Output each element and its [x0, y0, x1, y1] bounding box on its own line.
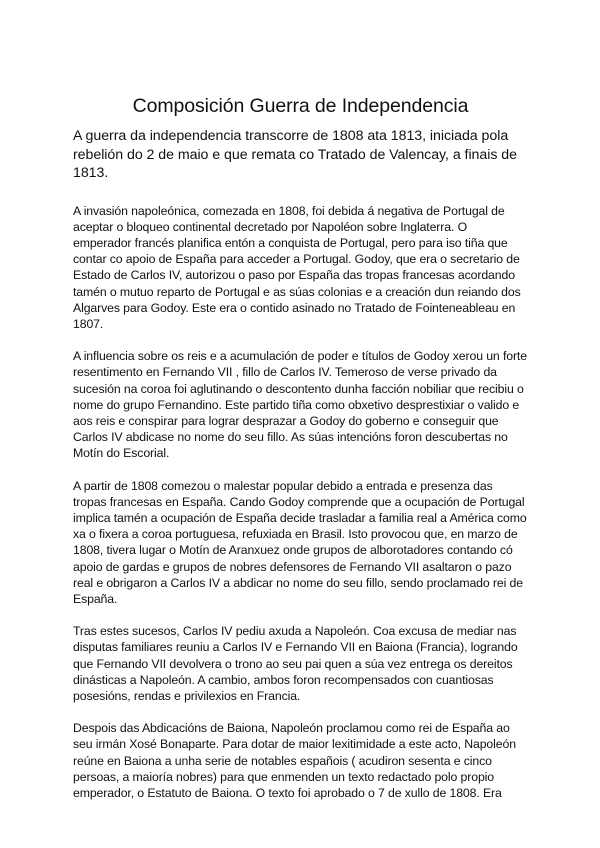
paragraph-estatuto-baiona: Despois das Abdicacións de Baiona, Napoleón proclamou como rei de España ao seu irmán Xosé Bonaparte. Para dotar de maior lexitimidade a este acto, Napoleón reúne en Baiona a unha serie de notables españois ( acudiron sesenta e cinco persoas, a maioría nobres) para que enmenden un texto redactado polo propio emperador, o Estatuto de Baiona. O texto foi aprobado o 7 de xullo de 1808. Era: [73, 721, 516, 800]
paragraph-baiona-meeting: Tras estes sucesos, Carlos IV pediu axuda a Napoleón. Coa excusa de mediar nas disputas familiares reuniu a Carlos IV e Fernando VII en Baiona (Francia), logrando que Fernando VII devolvera o trono ao seu pai quen a súa vez entrega os dereitos dinásticas a Napoleón. A cambio, ambos foron recompensados con cuantiosas posesións, rendas e privilexios en Francia.: [73, 624, 518, 703]
document-title: Composición Guerra de Independencia: [132, 95, 469, 117]
paragraph-godoy-influence: A influencia sobre os reis e a acumulación de poder e títulos de Godoy xerou un forte resentimento en Fernando VII , fillo de Carlos IV. Temeroso de verse privado da sucesión na coroa foi aglutinando o descontento dunha facción nobiliar que recibiu o nome do grupo Fernandino. Este partido tiña como obxetivo desprestixiar o valido e aos reis e conspirar para lograr desprazar a Godoy do goberno e conseguir que Carlos IV abdicase no nome do seu fillo. As súas intencións foron descubertas no Motín do Escorial.: [73, 349, 527, 461]
paragraph-invasion: A invasión napoleónica, comezada en 1808, foi debida á negativa de Portugal de aceptar o bloqueo continental decretado por Napoléon sobre Inglaterra. O emperador francés planifica entón a conquista de Portugal, pero para iso tiña que contar co apoio de España para acceder a Portugal. Godoy, que era o secretario de Estado de Carlos IV, autorizou o paso por España das tropas francesas acordando tamén o mutuo reparto de Portugal e as súas colonias e a creación dun reiando dos Algarves para Godoy. Este era o contido asinado no Tratado de Fointeneableau en 1807.: [73, 203, 521, 331]
paragraph-motin-aranxuez: A partir de 1808 comezou o malestar popular debido a entrada e presenza das tropas francesas en España. Cando Godoy comprende que a ocupación de Portugal implica tamén a ocupación de España decide trasladar a familia real a América como xa o fixera a coroa portuguesa, refuxiada en Brasil. Isto provocou que, en marzo de 1808, tivera lugar o Motín de Aranxuez onde grupos de alborotadores contando có apoio de gardas e grupos de nobres defensores de Fernando VII asaltaron o pazo real e obrigaron a Carlos IV a abdicar no nome do seu fillo, sendo proclamado rei de España.: [73, 478, 527, 606]
intro-paragraph: A guerra da independencia transcorre de 1808 ata 1813, iniciada pola rebelión do 2 de maio e que remata co Tratado de Valencay, a finais de 1813.: [73, 128, 517, 181]
